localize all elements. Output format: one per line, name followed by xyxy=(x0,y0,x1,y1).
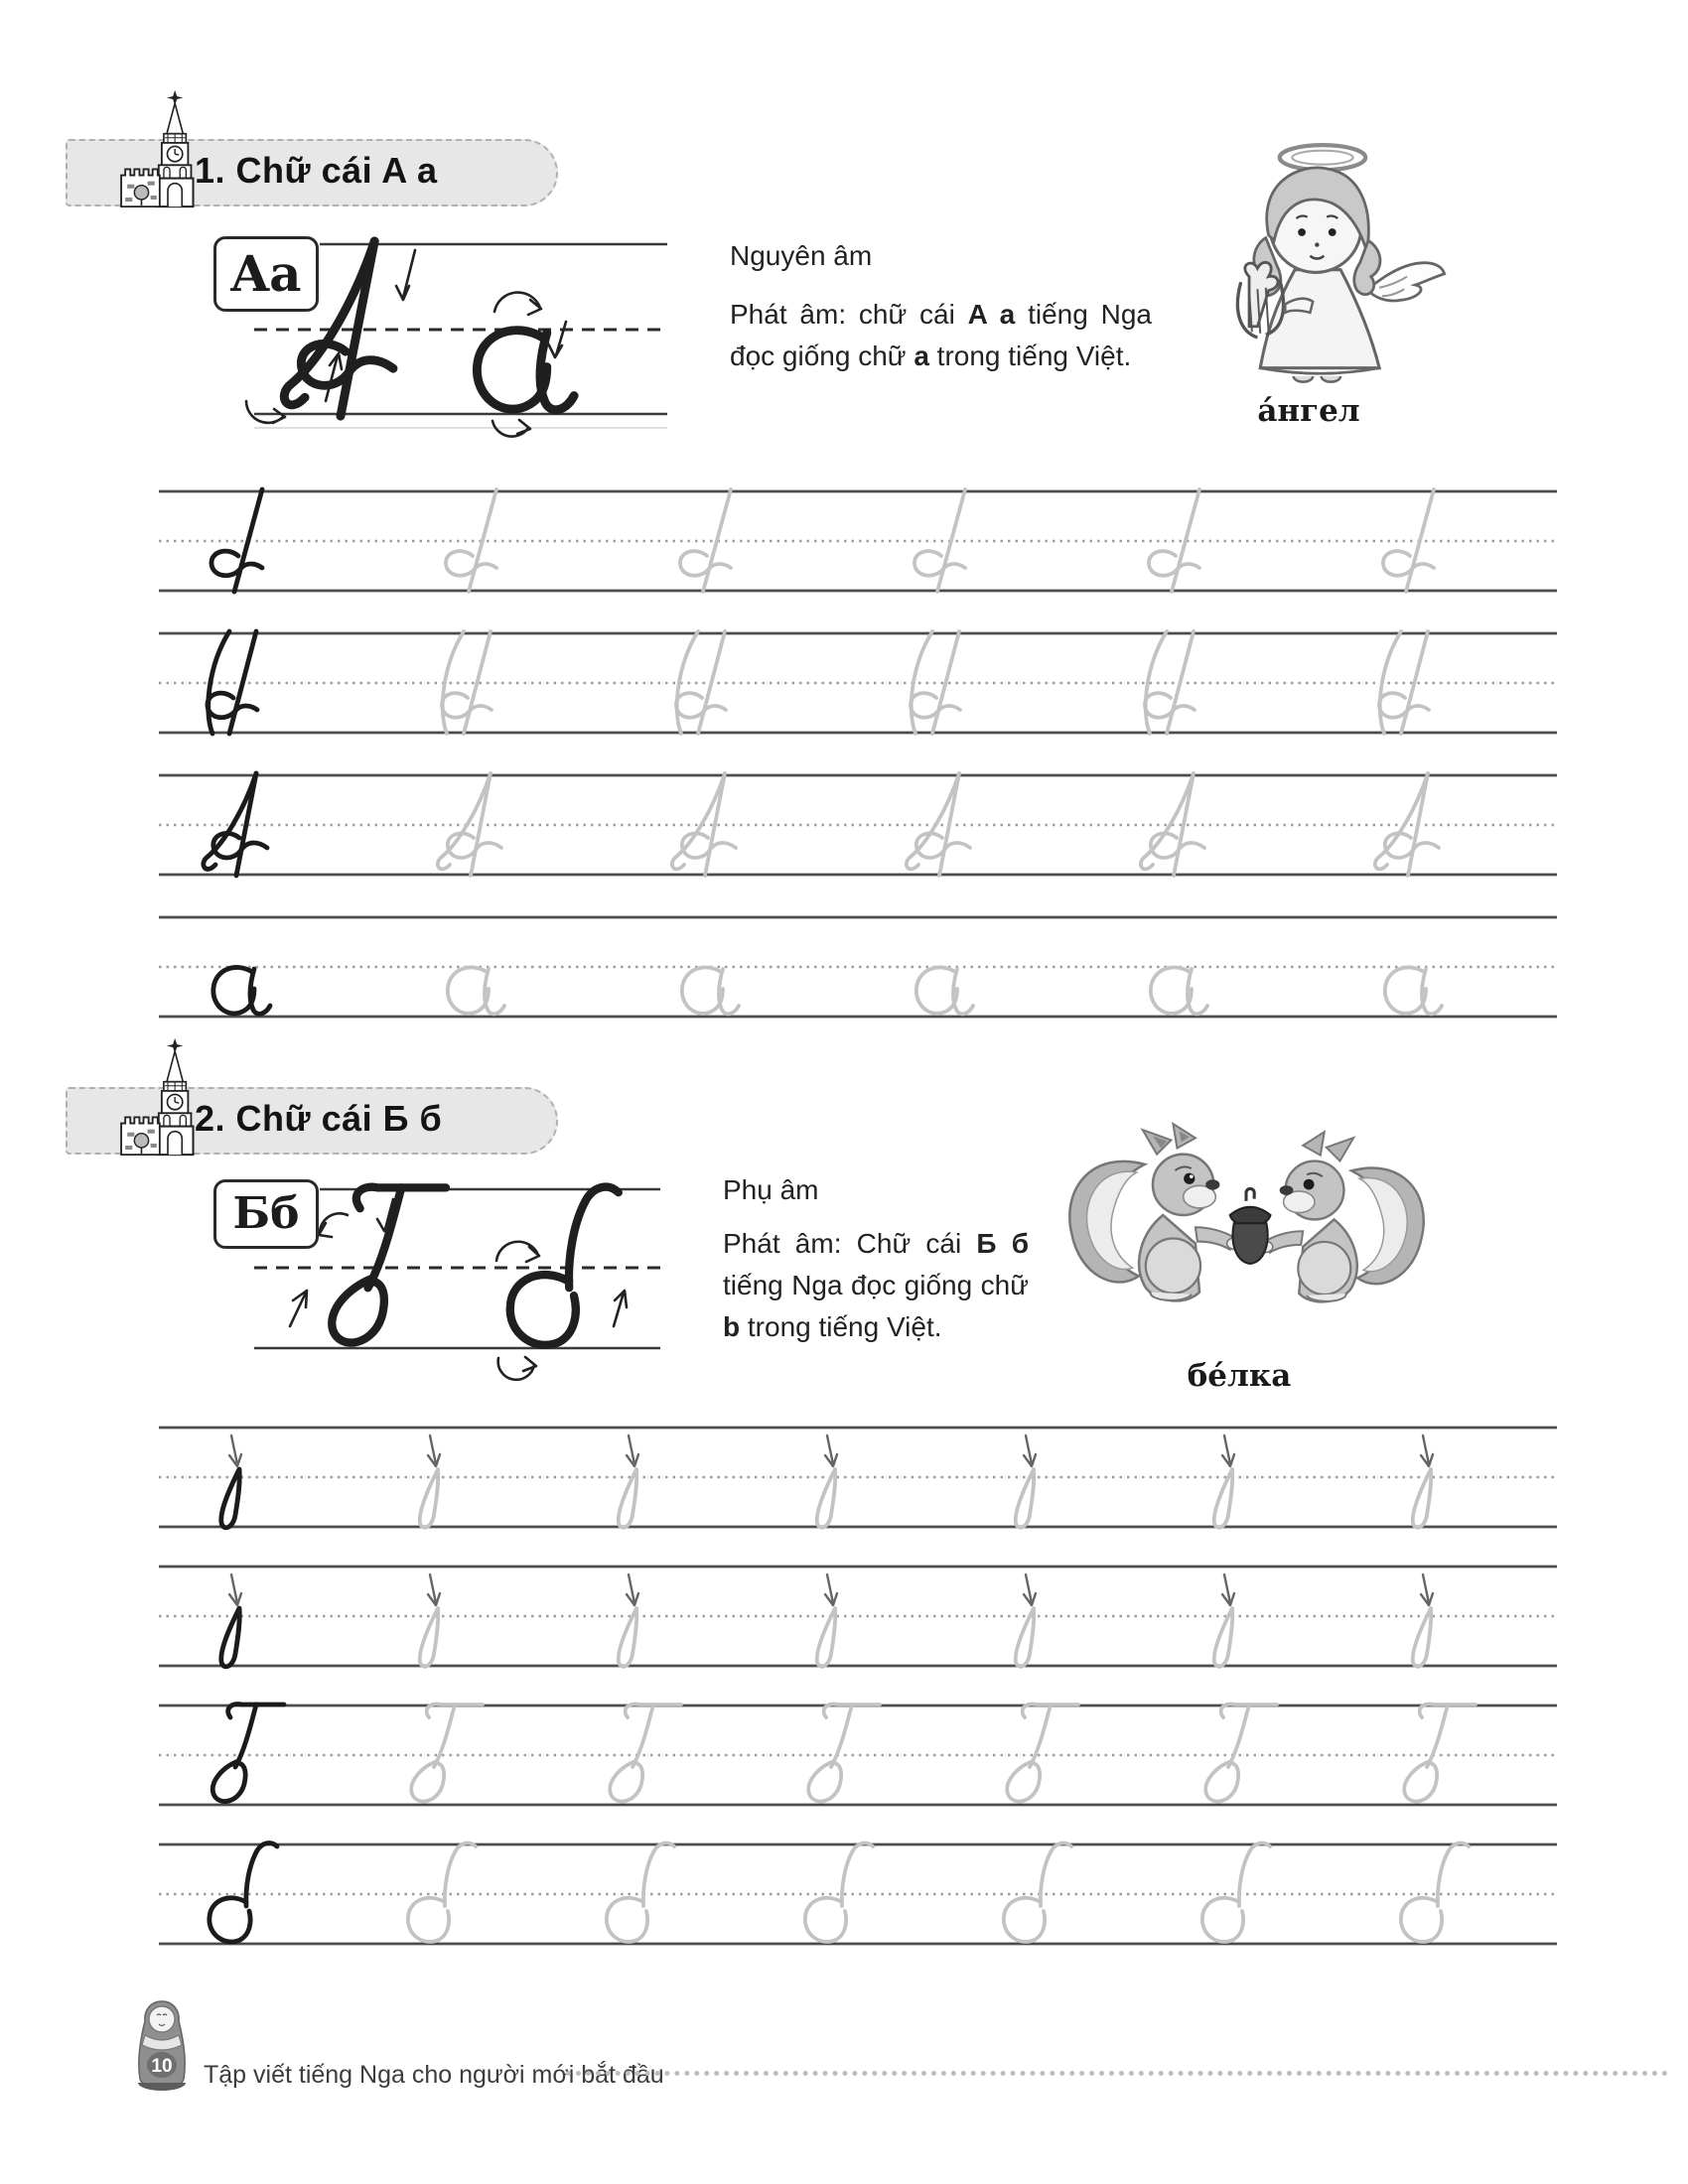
practice-glyph-A-capital xyxy=(907,773,970,876)
practice-glyph-a-small xyxy=(916,967,973,1014)
lesson-title: 1. Chữ cái A a xyxy=(195,150,438,191)
practice-glyph-b-small xyxy=(1004,1843,1071,1943)
practice-glyph-a-small xyxy=(213,967,270,1014)
practice-glyph-a-small xyxy=(1385,967,1442,1014)
practice-glyph-b-small xyxy=(1401,1843,1469,1943)
page-number: 10 xyxy=(151,2056,173,2077)
pron-letter-bold: b xyxy=(723,1311,741,1342)
practice-glyph-B-capital xyxy=(808,1705,880,1802)
letter-box: Aa xyxy=(213,236,319,312)
pron-text: tiếng Nga đọc giống chữ xyxy=(730,299,1152,371)
practice-glyph-b-small xyxy=(408,1843,476,1943)
footer-book-title: Tập viết tiếng Nga cho người mới bắt đầu xyxy=(204,2061,664,2089)
practice-glyph-b-stroke xyxy=(1214,1574,1234,1667)
pron-text: Phát âm: chữ cái xyxy=(730,299,968,330)
practice-glyph-b-stroke xyxy=(1016,1435,1036,1528)
practice-glyph-a-small xyxy=(682,967,739,1014)
illustration-caption: бе́лка xyxy=(1187,1358,1292,1394)
practice-row xyxy=(149,878,1569,1046)
practice-glyph-B-capital xyxy=(1205,1705,1277,1802)
pron-text: Phát âm: Chữ cái xyxy=(723,1228,977,1259)
practice-glyph-B-capital xyxy=(1404,1705,1476,1802)
practice-glyph-A-capital xyxy=(438,773,501,876)
practice-glyph-b-stroke xyxy=(817,1574,837,1667)
pron-text: tiếng Nga đọc giống chữ xyxy=(723,1270,1029,1300)
practice-glyph-b-stroke xyxy=(221,1574,241,1667)
practice-glyph-a-small xyxy=(448,967,504,1014)
pronunciation-text xyxy=(723,1223,1029,1348)
practice-glyph-b-stroke xyxy=(420,1435,440,1528)
practice-glyph-b-stroke xyxy=(1413,1435,1433,1528)
phonetic-type-label: Phụ âm xyxy=(723,1174,819,1205)
pron-text: trong tiếng Việt. xyxy=(740,1311,942,1342)
letter-box: Бб xyxy=(213,1179,319,1249)
pron-letter-bold: a xyxy=(914,341,929,371)
practice-glyph-B-capital xyxy=(212,1705,284,1802)
squirrels-illustration xyxy=(1043,1122,1450,1355)
phonetic-type-label: Nguyên âm xyxy=(730,240,873,271)
matryoshka-icon xyxy=(131,1997,193,2097)
pron-letter-bold: A a xyxy=(967,299,1016,330)
practice-glyph-b-small xyxy=(210,1843,277,1943)
practice-glyph-b-small xyxy=(1202,1843,1270,1943)
angel-illustration xyxy=(1177,127,1455,390)
practice-glyph-B-capital xyxy=(411,1705,483,1802)
practice-glyph-b-stroke xyxy=(1413,1574,1433,1667)
practice-glyph-b-stroke xyxy=(1016,1574,1036,1667)
lesson-title: 2. Chữ cái Б б xyxy=(195,1098,443,1139)
practice-glyph-b-stroke xyxy=(420,1574,440,1667)
pron-text: trong tiếng Việt. xyxy=(928,341,1132,371)
practice-glyph-b-small xyxy=(607,1843,674,1943)
practice-glyph-b-stroke xyxy=(817,1435,837,1528)
pron-letter-bold: Б б xyxy=(976,1228,1029,1259)
practice-row xyxy=(149,1805,1569,1974)
practice-glyph-b-stroke xyxy=(221,1435,241,1528)
practice-glyph-b-stroke xyxy=(1214,1435,1234,1528)
practice-glyph-b-stroke xyxy=(619,1574,638,1667)
practice-glyph-b-small xyxy=(805,1843,873,1943)
footer-dotted-leader xyxy=(566,2071,1668,2076)
pronunciation-text xyxy=(730,294,1152,377)
practice-glyph-A-capital xyxy=(1375,773,1439,876)
practice-glyph-B-capital xyxy=(1007,1705,1078,1802)
illustration-caption: а́нгел xyxy=(1257,393,1360,429)
practice-glyph-b-stroke xyxy=(619,1435,638,1528)
practice-glyph-B-capital xyxy=(610,1705,681,1802)
practice-glyph-a-small xyxy=(1151,967,1207,1014)
